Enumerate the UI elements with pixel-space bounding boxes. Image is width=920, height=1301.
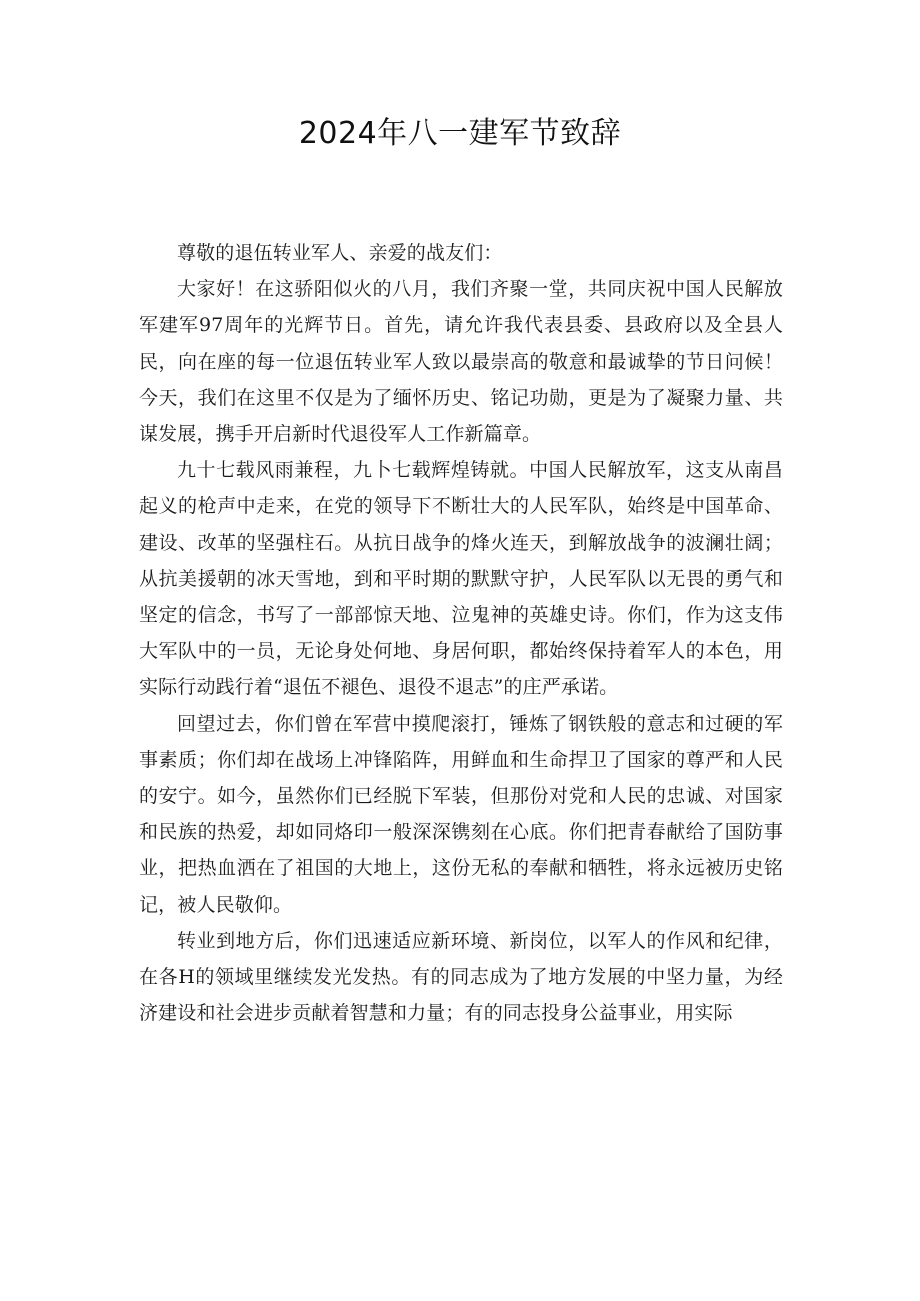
document-body xyxy=(139,235,783,1031)
paragraph-transition: 转业到地方后，你们迅速适应新环境、新岗位，以军人的作风和纪律，在各H的领域里继续发光发热。有的同志成为了地方发展的中坚力量，为经济建设和社会进步贡献着智慧和力量；有的同志投身公益事业，用实际 xyxy=(139,929,783,1025)
salutation: 尊敬的退伍转业军人、亲爱的战友们： xyxy=(177,242,503,264)
paragraph-greeting: 大家好！在这骄阳似火的八月，我们齐聚一堂，共同庆祝中国人民解放军建军97周年的光辉节日。首先，请允许我代表县委、县政府以及全县人民，向在座的每一位退伍转业军人致以最崇高的敬意和最诚挚的节日问候！今天，我们在这里不仅是为了缅怀历史、铭记功勋，更是为了凝聚力量、共谋发展，携手开启新时代退役军人工作新篇章。 xyxy=(139,278,783,446)
paragraph-retrospect: 回望过去，你们曾在军营中摸爬滚打，锤炼了钢铁般的意志和过硬的军事素质；你们却在战场上冲锋陷阵，用鲜血和生命捍卫了国家的尊严和人民的安宁。如今，虽然你们已经脱下军装，但那份对党和人民的忠诚、对国家和民族的热爱，却如同烙印一般深深镌刻在心底。你们把青春献给了国防事业，把热血洒在了祖国的大地上，这份无私的奉献和牺牲，将永远被历史铭记，被人民敬仰。 xyxy=(139,712,783,916)
document-title: 2024年八一建军节致辞 xyxy=(298,116,622,151)
paragraph-history: 九十七载风雨兼程，九卜七载辉煌铸就。中国人民解放军，这支从南昌起义的枪声中走来，在党的领导下不断壮大的人民军队，始终是中国革命、建设、改革的坚强柱石。从抗日战争的烽火连天，到解放战争的波澜壮阔；从抗美援朝的冰天雪地，到和平时期的默默守护，人民军队以无畏的勇气和坚定的信念，书写了一部部惊天地、泣鬼神的英雄史诗。你们，作为这支伟大军队中的一员，无论身处何地、身居何职，都始终保持着军人的本色，用实际行动践行着“退伍不褪色、退役不退志”的庄严承诺。 xyxy=(139,459,783,699)
